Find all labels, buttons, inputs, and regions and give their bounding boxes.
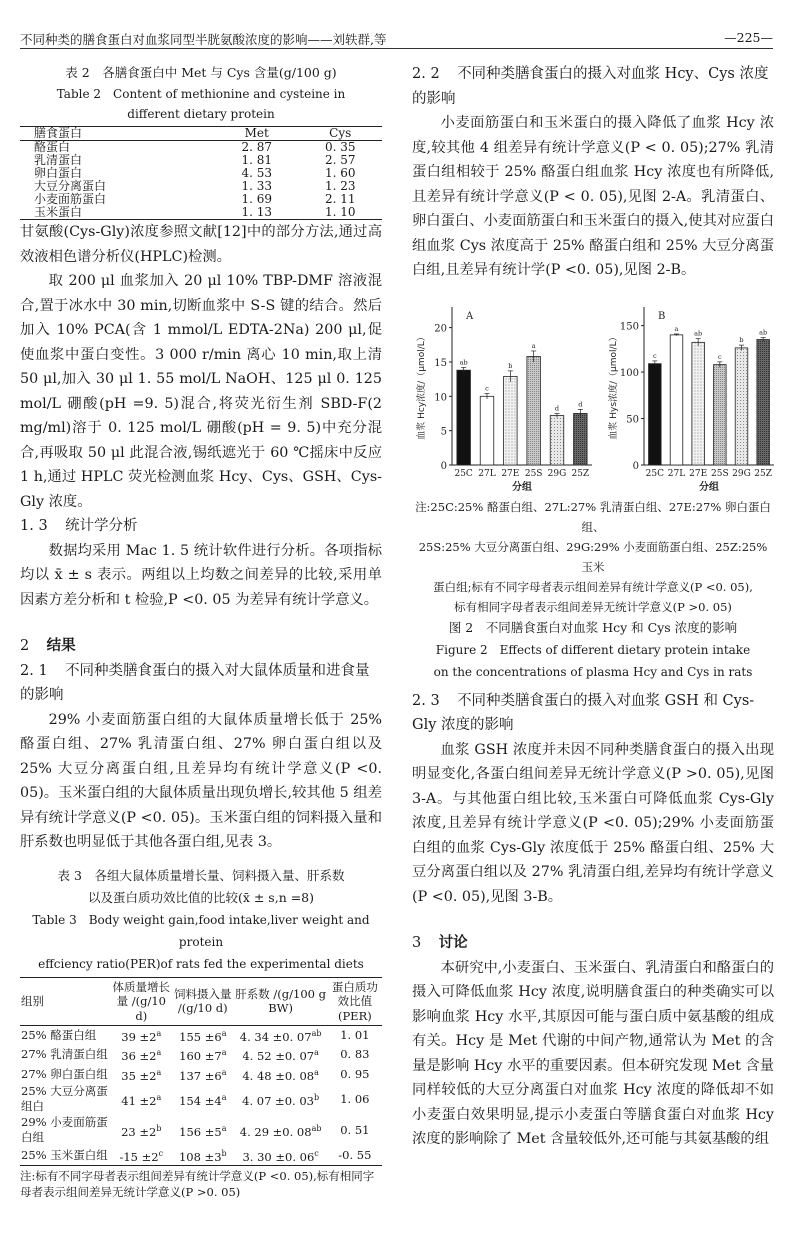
bar <box>480 396 494 465</box>
significance-letter: ab <box>459 357 468 366</box>
significance-letter: b <box>221 1148 227 1158</box>
significance-letter: a <box>314 1048 319 1058</box>
section-heading-2-1 <box>20 659 382 708</box>
figure-note: 注:25C:25% 酪蛋白组、27L:27% 乳清蛋白组、27E:27% 卵白蛋白组、 <box>415 499 771 534</box>
figure-note: 25S:25% 大豆分离蛋白组、29G:29% 小麦面筋蛋白组、25Z:25% 玉米 <box>418 539 768 574</box>
significance-letter: a <box>156 1067 162 1077</box>
cell-value: 25% 大豆分离蛋组白 <box>21 1083 108 1114</box>
section-number: 1. 3 <box>20 518 48 534</box>
section-title: 结果 <box>46 637 76 654</box>
figure-note: 蛋白组;标有不同字母者表示组间差异有统计学意义(P <0. 05), <box>433 579 753 594</box>
table2-header: Cys <box>298 127 382 141</box>
running-header <box>20 30 773 49</box>
paragraph: 本研究中,小麦蛋白、玉米蛋白、乳清蛋白和酪蛋白的摄入可降低血浆 Hcy 浓度,说明膳食蛋白的种类确实可以影响血浆 Hcy 水平,其原因可能与蛋白质中氨基酸的组成有关。Hcy 是 Met 代谢的中间产物,通常认为 Met 的含量是影响 Hcy 水平的重要因素。但本研究发现 Met 含量同样较低的大豆分离蛋白对血浆 Hcy 浓度的降低却不如小麦蛋白效果明显,提示小麦蛋白等膳食蛋白对血浆 Hcy 浓度的影响除了 Met 含量较低外,还可能与其氨基酸的组 <box>412 959 774 1147</box>
cell-value: 0. 51 <box>340 1122 370 1137</box>
y-axis-label: 血浆 Hys浓度/（μmol/L） <box>609 331 619 440</box>
running-title: 不同种类的膳食蛋白对血浆同型半胱氨酸浓度的影响——刘轶群,等 <box>20 32 387 47</box>
y-tick-label: 0 <box>440 460 447 472</box>
cell-value: 1. 06 <box>340 1091 370 1106</box>
cell: 乳清蛋白 <box>34 153 83 167</box>
table3-caption-en-1: Table 3 Body weight gain,food intake,liver weight and protein <box>32 912 370 949</box>
figure-caption-cn: 图 2 不同膳食蛋白对血浆 Hcy 和 Cys 浓度的影响 <box>448 619 738 635</box>
table-row <box>20 1065 382 1084</box>
table-row <box>20 206 382 220</box>
cell-value: 36 ±2 <box>121 1049 157 1064</box>
significance-letter: b <box>508 361 513 370</box>
cell-value: 39 ±2 <box>121 1029 157 1044</box>
figure-2 <box>412 297 774 497</box>
x-tick-label: 25S <box>524 468 543 479</box>
significance-letter: c <box>718 352 722 361</box>
cell <box>20 1084 111 1115</box>
cell-value: 35 ±2 <box>121 1068 157 1083</box>
table3-caption-en-2: effciency ratio(PER)of rats fed the experimental diets <box>38 956 364 971</box>
y-tick-label: 100 <box>619 367 639 379</box>
significance-letter: a <box>221 1092 227 1102</box>
cell-value: 25% 玉米蛋白组 <box>21 1147 108 1162</box>
significance-letter: ab <box>311 1123 322 1133</box>
right-column <box>412 62 774 1152</box>
cell: 小麦面筋蛋白 <box>34 192 107 206</box>
significance-letter: a <box>156 1029 162 1038</box>
paragraph: 甘氨酸(Cys-Gly)浓度参照文献[12]中的部分方法,通过高效液相色谱分析仪(HPLC)检测。 <box>20 224 382 265</box>
significance-letter: a <box>221 1067 227 1077</box>
significance-letter: ab <box>759 328 768 337</box>
cell: 1. 81 <box>241 153 272 167</box>
section-title: 不同种类膳食蛋白的摄入对血浆 Hcy、Cys 浓度的影响 <box>412 66 769 107</box>
bar <box>504 376 518 465</box>
cell-value: 4. 48 ±0. 08 <box>242 1068 315 1083</box>
significance-letter: c <box>653 351 657 360</box>
section-heading-2 <box>20 634 382 659</box>
cell: 卵白蛋白 <box>34 166 83 180</box>
cell-value: 27% 卵白蛋白组 <box>21 1066 108 1081</box>
cell-value: 4. 52 ±0. 07 <box>242 1049 315 1064</box>
x-tick-label: 25S <box>711 468 729 479</box>
paragraph: 小麦面筋蛋白和玉米蛋白的摄入降低了血浆 Hcy 浓度,较其他 4 组差异有统计学意义(P < 0. 05);27% 乳清蛋白组相较于 25% 酪蛋白组血浆 Hcy 浓度也有所降低,且差异有统计学意义(P < 0. 05),见图 2-A。乳清蛋白、卵白蛋白、小麦面筋蛋白和玉米蛋白的摄入,使其对应蛋白组血浆 Cys 浓度高于 25% 酪蛋白组和 25% 大豆分离蛋白组,且差异有统计学(P <0. 05),见图 2-B。 <box>412 115 774 278</box>
significance-letter: c <box>485 384 489 393</box>
cell <box>111 1026 173 1046</box>
x-tick-label: 25Z <box>754 468 773 479</box>
cell: 1. 33 <box>241 179 272 193</box>
significance-letter: a <box>221 1048 227 1058</box>
cell <box>328 1026 382 1046</box>
cell <box>20 1065 111 1084</box>
cell <box>111 1115 173 1146</box>
table3-note: 注:标有不同字母者表示组间差异有统计学意义(P <0. 05),标有相同字母者表示组间差异无统计学意义(P >0. 05) <box>20 1169 375 1200</box>
y-tick-label: 0 <box>632 460 639 472</box>
x-tick-label: 27L <box>667 468 686 479</box>
cell-value: 29% 小麦面筋蛋白组 <box>21 1114 108 1145</box>
figure-caption-en-2: on the concentrations of plasma Hcy and Cys in rats <box>433 664 753 679</box>
cell <box>20 1115 111 1146</box>
cell <box>20 1026 111 1046</box>
paragraph: 29% 小麦面筋蛋白组的大鼠体质量增长低于 25% 酪蛋白组、27% 乳清蛋白组、27% 卵白蛋白组以及 25% 大豆分离蛋白组,且差异均有统计学意义(P <0. 05)。玉米蛋白组的大鼠体质量出现负增长,较其他 5 组差异有统计学意义(P <0. 05)。玉米蛋白组的饲料摄入量和肝系数也明显低于其他各蛋白组,见表 3。 <box>20 711 382 850</box>
table-row <box>20 141 382 155</box>
cell-value: 155 ±6 <box>179 1029 222 1044</box>
cell <box>234 1026 328 1046</box>
x-tick-label: 27L <box>478 468 496 479</box>
bar <box>457 370 471 465</box>
table2-header: 膳食蛋白 <box>20 127 215 141</box>
cell <box>172 1084 234 1115</box>
cell-value: 25% 酪蛋白组 <box>21 1027 97 1042</box>
bar <box>670 334 683 464</box>
section-heading-3 <box>412 931 774 956</box>
cell: 1. 10 <box>324 205 356 219</box>
significance-letter: ab <box>694 329 703 338</box>
table-row <box>20 1115 382 1146</box>
y-tick-label: 50 <box>626 414 639 426</box>
cell: 4. 53 <box>241 166 272 180</box>
cell <box>111 1045 173 1064</box>
cell-value: 156 ±5 <box>179 1124 222 1139</box>
section-number: 2 <box>20 638 30 654</box>
cell-value: 3. 30 ±0. 06 <box>242 1149 315 1164</box>
table3-caption-cn-1: 表 3 各组大鼠体质量增长量、饲料摄入量、肝系数 <box>57 867 345 883</box>
table3-header: 蛋白质功效比值 (PER) <box>328 977 382 1026</box>
cell <box>234 1084 328 1115</box>
cell-value: -15 ±2 <box>119 1149 159 1164</box>
significance-letter: ab <box>311 1029 322 1038</box>
x-tick-label: 27E <box>501 468 520 479</box>
y-axis-label: 血浆 Hcy浓度/（μmol/L） <box>417 331 427 440</box>
cell-value: 1. 01 <box>340 1027 370 1042</box>
paragraph: 血浆 GSH 浓度并未因不同种类膳食蛋白的摄入出现明显变化,各蛋白组间差异无统计学意义(P >0. 05),见图 3-A。与其他蛋白组比较,玉米蛋白可降低血浆 Cys-Gly 浓度,且差异有统计学意义(P <0. 05);29% 小麦面筋蛋白组的血浆 Cys-Gly 浓度低于 25% 酪蛋白组、25% 大豆分离蛋白组以及 27% 乳清蛋白组,差异均有统计学意义(P <0. 05),见图 3-B。 <box>412 741 774 905</box>
section-number: 2. 1 <box>20 662 48 679</box>
x-axis-label: 分组 <box>512 481 532 493</box>
cell-value: -0. 55 <box>338 1147 372 1162</box>
panel-label: B <box>658 310 666 322</box>
cell <box>328 1084 382 1115</box>
cell: 1. 69 <box>241 192 272 206</box>
table3-header: 肝系数 /(g/100 g BW) <box>234 977 328 1026</box>
cell-value: 4. 29 ±0. 08 <box>239 1124 312 1139</box>
significance-letter: b <box>313 1092 320 1102</box>
section-title: 不同种类膳食蛋白的摄入对大鼠体质量和进食量的影响 <box>20 662 370 703</box>
section-number: 2. 3 <box>412 692 440 709</box>
table3-header: 饲料摄入量 /(g/10 d) <box>172 977 234 1026</box>
cell <box>172 1065 234 1084</box>
cell: 2. 11 <box>324 192 356 206</box>
cell-value: 4. 07 ±0. 03 <box>242 1093 314 1108</box>
significance-letter: d <box>578 399 583 408</box>
significance-letter: a <box>156 1048 162 1058</box>
cell: 酪蛋白 <box>34 140 71 154</box>
panel-label: A <box>466 310 474 322</box>
section-number: 2. 2 <box>412 66 440 82</box>
y-tick-label: 150 <box>619 321 639 333</box>
paragraph: 取 200 μl 血浆加入 20 μl 10% TBP-DMF 溶液混合,置于冰水中 30 min,切断血浆中 S-S 键的结合。然后加入 10% PCA(含 1 mmol/L EDTA-2Na) 200 μl,促使血浆中蛋白变性。3 000 r/min 离心 10 min,取上清 50 μl,加入 30 μl 1. 55 mol/L NaOH、125 μl 0. 125 mol/L 硼酸(pH =9. 5)混合,将荧光衍生剂 SBD-F(2 mg/ml)溶于 0. 125 mol/L 硼酸(pH = 9. 5)中充分混合,再吸取 50 μl 此混合液,锡纸遮光于 60 ℃摇床中反应 1 h,通过 HPLC 荧光检测血浆 Hcy、Cys、GSH、Cys-Gly 浓度。 <box>20 273 382 510</box>
bar <box>527 356 541 465</box>
section-heading-2-3 <box>412 689 774 738</box>
section-heading-1-3 <box>20 514 382 539</box>
cell: 0. 35 <box>324 140 356 154</box>
table2-caption-en-2: different dietary protein <box>127 107 275 121</box>
cell <box>172 1146 234 1166</box>
cell-value: 154 ±4 <box>179 1093 222 1108</box>
x-tick-label: 27E <box>689 468 708 479</box>
bar <box>735 347 748 464</box>
significance-letter: c <box>314 1148 319 1158</box>
bar <box>714 364 727 464</box>
x-tick-label: 29G <box>547 468 567 479</box>
cell-value: 108 ±3 <box>178 1149 222 1164</box>
cell <box>20 1146 111 1166</box>
cell: 玉米蛋白 <box>34 205 83 219</box>
significance-letter: c <box>158 1148 164 1158</box>
cell <box>328 1045 382 1064</box>
cell <box>234 1065 328 1084</box>
cell-value: 4. 34 ±0. 07 <box>239 1029 312 1044</box>
cell <box>111 1146 173 1166</box>
table-row <box>20 1146 382 1166</box>
cell: 1. 13 <box>241 205 272 219</box>
significance-letter: a <box>531 341 536 350</box>
y-tick-label: 5 <box>440 426 447 438</box>
paragraph: 数据均采用 Mac 1. 5 统计软件进行分析。各项指标均以 x̄ ± s 表示。两组以上均数之间差异的比较,采用单因素方差分析和 t 检验,P <0. 05 为差异有统计学意义。 <box>20 542 382 608</box>
x-tick-label: 25C <box>454 468 473 479</box>
significance-letter: a <box>674 324 679 333</box>
significance-letter: a <box>314 1067 319 1077</box>
significance-letter: a <box>221 1029 227 1038</box>
cell <box>328 1146 382 1166</box>
left-column <box>20 62 382 1200</box>
cell <box>172 1045 234 1064</box>
cell <box>111 1065 173 1084</box>
significance-letter: d <box>554 403 560 412</box>
cell-value: 0. 95 <box>340 1066 370 1081</box>
table-row <box>20 1026 382 1046</box>
table-3 <box>20 977 382 1167</box>
cell <box>172 1026 234 1046</box>
table3-header: 体质量增长量 /(g/10 d) <box>111 977 173 1026</box>
significance-letter: a <box>221 1123 227 1133</box>
cell: 1. 23 <box>324 179 356 193</box>
section-title: 讨论 <box>438 934 468 951</box>
cell <box>20 1045 111 1064</box>
section-heading-2-2 <box>412 62 774 111</box>
cell-value: 27% 乳清蛋白组 <box>21 1047 108 1062</box>
cell: 2. 87 <box>241 140 272 154</box>
cell <box>328 1065 382 1084</box>
significance-letter: a <box>156 1092 162 1102</box>
figure-caption-en-1: Figure 2 Effects of different dietary protein intake <box>435 642 751 657</box>
bar <box>692 342 705 465</box>
bar <box>550 415 564 464</box>
cell <box>234 1045 328 1064</box>
cell <box>111 1084 173 1115</box>
x-tick-label: 25C <box>645 468 665 479</box>
cell-value: 137 ±6 <box>179 1068 222 1083</box>
page-number: —225— <box>724 30 773 45</box>
section-number: 3 <box>412 935 422 951</box>
table-row <box>20 1045 382 1064</box>
bar <box>574 413 588 465</box>
table2-caption-cn: 表 2 各膳食蛋白中 Met 与 Cys 含量(g/100 g) <box>65 65 337 80</box>
table-row <box>20 1084 382 1115</box>
cell <box>234 1146 328 1166</box>
table2-caption-en-1: Table 2 Content of methionine and cysteine in <box>56 87 346 101</box>
bar <box>649 363 662 464</box>
cell <box>328 1115 382 1146</box>
significance-letter: b <box>739 335 744 344</box>
cell <box>234 1115 328 1146</box>
cell: 2. 57 <box>324 153 356 167</box>
figure-2-charts <box>412 297 774 497</box>
cell: 大豆分离蛋白 <box>34 179 107 193</box>
table2-header: Met <box>215 127 299 141</box>
x-tick-label: 25Z <box>571 468 590 479</box>
x-axis-label: 分组 <box>699 481 719 493</box>
table3-header: 组别 <box>20 977 111 1026</box>
bar <box>757 339 770 464</box>
figure-note: 标有相同字母者表示组间差异无统计学意义(P >0. 05) <box>454 599 732 614</box>
section-title: 统计学分析 <box>65 518 138 534</box>
cell-value: 41 ±2 <box>121 1093 157 1108</box>
significance-letter: b <box>156 1123 162 1133</box>
table3-caption-cn-2: 以及蛋白质功效比值的比较(x̄ ± s,n =8) <box>87 889 315 905</box>
y-tick-label: 15 <box>434 357 447 369</box>
cell-value: 23 ±2 <box>121 1124 157 1139</box>
section-title: 不同种类膳食蛋白的摄入对血浆 GSH 和 Cys-Gly 浓度的影响 <box>412 692 755 733</box>
y-tick-label: 10 <box>434 391 447 403</box>
y-tick-label: 20 <box>434 323 447 335</box>
cell <box>172 1115 234 1146</box>
table-2 <box>20 126 382 220</box>
cell-value: 160 ±7 <box>179 1049 222 1064</box>
cell: 1. 60 <box>324 166 356 180</box>
x-tick-label: 29G <box>732 468 751 479</box>
cell-value: 0. 83 <box>340 1047 370 1062</box>
